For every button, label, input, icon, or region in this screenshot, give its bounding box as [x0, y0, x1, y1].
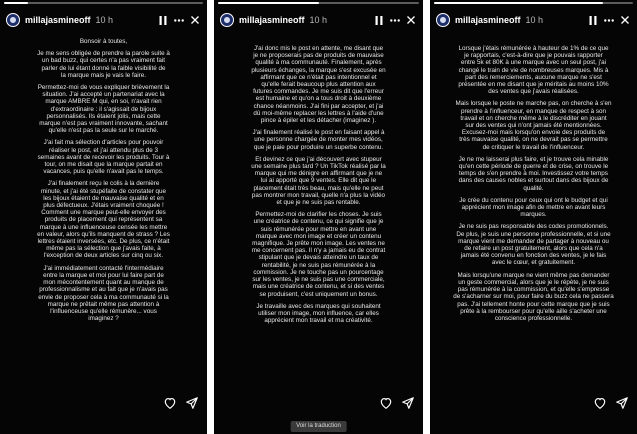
story-progress-bar [218, 2, 419, 4]
story-header [220, 10, 417, 30]
more-options-icon[interactable] [603, 13, 615, 27]
close-icon[interactable] [189, 13, 201, 27]
timestamp: 10 h [525, 15, 544, 25]
share-icon[interactable] [185, 396, 199, 410]
story-text [440, 45, 627, 327]
story-paragraph: Et devinez ce que j'ai découvert avec stupeur une semaine plus tard ? Un TikTok réalisé par la marque qui me dénigre en affirmant que je ne lui ai apporté que 9 ventes. Elle dit que le placement était très beau, mais qu'elle ne peut pas montrer mon travail, quelle n'a plus la vidéo et que je ne suis pas rentable. [251, 155, 386, 207]
story-text [10, 38, 197, 327]
story-actions [593, 396, 629, 410]
story-paragraph: J'ai immédiatement contacté l'intermédiaire entre la marque et moi pour lui faire part de mon mécontentement quant au manque de professionnalisme et au fait que je n'avais pas envie de proposer cela à ma communauté si la marque ne prêtait même pas attention à l'influenceuse qu'elle rémunère... vous imaginez ? [38, 264, 169, 323]
avatar[interactable] [6, 13, 20, 27]
story-panel-3 [430, 0, 637, 434]
story-progress-fill [434, 2, 603, 4]
username[interactable]: millajasmineoff [25, 15, 91, 25]
avatar[interactable] [220, 13, 234, 27]
timestamp: 10 h [309, 15, 328, 25]
avatar[interactable] [436, 13, 450, 27]
heart-icon[interactable] [163, 396, 177, 410]
more-options-icon[interactable] [389, 13, 401, 27]
story-paragraph: Lorsque j'étais rémunérée à hauteur de 1% de ce que je rapportais, c'est-à-dire que je pouvais rapporter entre 5k et 80K à une marque avec un seul post, j'ai changé le train de vie de nombreuses marques. Mis à part des remerciements, aucune marque ne s'est présentée en me disant que je méritais au moins 10% des ventes que j'avais réalisées. [458, 45, 609, 96]
close-icon[interactable] [619, 13, 631, 27]
story-paragraph: J'ai donc mis le post en attente, me disant que je ne proposerais pas de produits de mauvaise qualité à ma communauté. Finalement, après plusieurs échanges, la marque s'est excusée en affirmant que ce n'était pas intentionnel et qu'elle ferait beaucoup plus attention aux futures commandes. Je me suis dit que l'erreur est humaine et qu'on a tous droit à deuxième chance néanmoins. J'ai fini par accepter, et j'ai dû moi-même replacer les lettres à l'aide d'une pince à épiler et les détacher (imaginez ). [251, 45, 386, 125]
story-paragraph: Je ne suis pas responsable des codes promotionnels. De plus, je suis une personne professionnelle, et si une marque vient me demander de partager à nouveau ou de refaire un post gratuitement, alors que cela n'a jamais été convenu en fonction des ventes, je le fais avec le cœur, et gratuitement. [456, 223, 611, 267]
story-paragraph: Bonsoir à toutes, [79, 38, 128, 45]
story-paragraph: Mais lorsque le poste ne marche pas, on cherche à s'en prendre à l'influenceur, en manque de respect à son travail et on cherche même à le discréditer en jouant sur des ventes qui n'ont jamais été mentionnées. Excusez-moi mais lorsqu'on envoie des produits de très mauvaise qualité, on ne devrait pas se permettre de critiquer le travail de l'influenceur. [455, 100, 612, 151]
see-translation-button[interactable]: Voir la traduction [290, 421, 347, 432]
story-header [6, 10, 201, 30]
avatar-image [440, 17, 446, 23]
story-progress-fill [218, 2, 319, 4]
story-paragraph: Je travaille avec des marques qui souhaitent utiliser mon image, mon influence, car elles apprécient mon travail et ma créativité. [256, 302, 381, 325]
pause-icon[interactable] [587, 13, 599, 27]
story-paragraph: Permettez-moi de vous expliquer brièvement la situation. J'ai accepté un partenariat avec la marque AMBRE M qui, en soi, n'avait rien d'extraordinaire : il s'agissait de bijoux personnalisés. Ils étaient jolis, mais cette marque n'est pas vraiment innovante, sachant qu'elle n'est pas la seule sur le marché. [37, 84, 170, 135]
share-icon[interactable] [401, 396, 415, 410]
username[interactable]: millajasmineoff [455, 15, 521, 25]
username[interactable]: millajasmineoff [239, 15, 305, 25]
story-paragraph: J'ai fait ma sélection d'articles pour pouvoir réaliser le post, et j'ai attendu plus de 3 semaines avant de recevoir les produits. Tour à tour, on me disait que la marque partait en vacances, puis qu'elle n'avait pas le temps. [37, 139, 170, 176]
story-progress-fill [4, 2, 28, 4]
share-icon[interactable] [615, 396, 629, 410]
story-text [224, 45, 413, 329]
avatar-image [10, 17, 16, 23]
story-paragraph: J'ai finalement réalisé le post en faisant appel à une personne chargée de monter mes vidéos, que je paie pour produire un superbe contenu. [252, 129, 385, 151]
story-actions [163, 396, 199, 410]
story-progress-bar [434, 2, 633, 4]
story-paragraph: Je crée du contenu pour ceux qui ont le budget et qui apprécient mon image afin de mettre en avant leurs marques. [459, 196, 608, 219]
more-options-icon[interactable] [173, 13, 185, 27]
story-paragraph: Je me sens obligée de prendre la parole suite à un bad buzz, qui certes n'a pas vraiment fait parler de lui étant donné la faible visibilité de la marque mais je vais le faire. [37, 50, 170, 79]
story-progress-bar [4, 2, 203, 4]
story-actions [379, 396, 415, 410]
avatar-image [224, 17, 230, 23]
story-paragraph: Mais lorsqu'une marque ne vient même pas demander un geste commercial, alors que je le répète, je ne suis pas rémunérée à la commission, et qu'elle s'empresse de s'acharner sur moi, pour faire du buzz cela ne passera pas. J'ai tellement honte pour cette marque que je suis prête à la rembourser pour qu'elle aille s'acheter une conscience professionnelle. [453, 271, 614, 322]
story-header [436, 10, 631, 30]
heart-icon[interactable] [379, 396, 393, 410]
story-panel-1 [0, 0, 207, 434]
close-icon[interactable] [405, 13, 417, 27]
story-paragraph: J'ai finalement reçu le colis à la dernière minute, et j'ai été stupéfaite de constater que les bijoux étaient de mauvaise qualité et en plus défectueux. J'étais vraiment choquée ! Comment une marque peut-elle envoyer des produits de placement qui représentent sa marque à une influenceuse censée les mettre en valeur, alors qu'ils manquent de strass ? Les lettres étaient inversées, etc. De plus, ce n'était même pas la sélection que j'avais faite, à l'exception de deux articles sur cinq ou six. [37, 180, 170, 260]
timestamp: 10 h [95, 15, 114, 25]
story-paragraph: Je ne me laisserai plus faire, et je trouve cela minable qu'en cette période de guerre et de crise, on trouve le temps de s'en prendre à moi. Investissez votre temps dans des causes nobles et surtout dans des bijoux de qualité. [458, 155, 609, 192]
pause-icon[interactable] [157, 13, 169, 27]
story-panel-2 [214, 0, 423, 434]
heart-icon[interactable] [593, 396, 607, 410]
story-paragraph: Permettez-moi de clarifier les choses. Je suis une créatrice de contenu, ce qui signifie que je suis rémunérée pour mettre en avant une marque avec mon image et créer un contenu magnifique. Je prête mon image. Les ventes ne me concernent pas. Il n'y a jamais eu de contrat stipulant que je devais atteindre un taux de rentabilité, je ne suis pas rémunérée à la commission. Je ne touche pas un pourcentage sur les ventes, je ne suis pas une commerciale, mais une créatrice de contenu, et si des ventes se produisent, c'est uniquement un bonus. [251, 211, 386, 298]
pause-icon[interactable] [373, 13, 385, 27]
